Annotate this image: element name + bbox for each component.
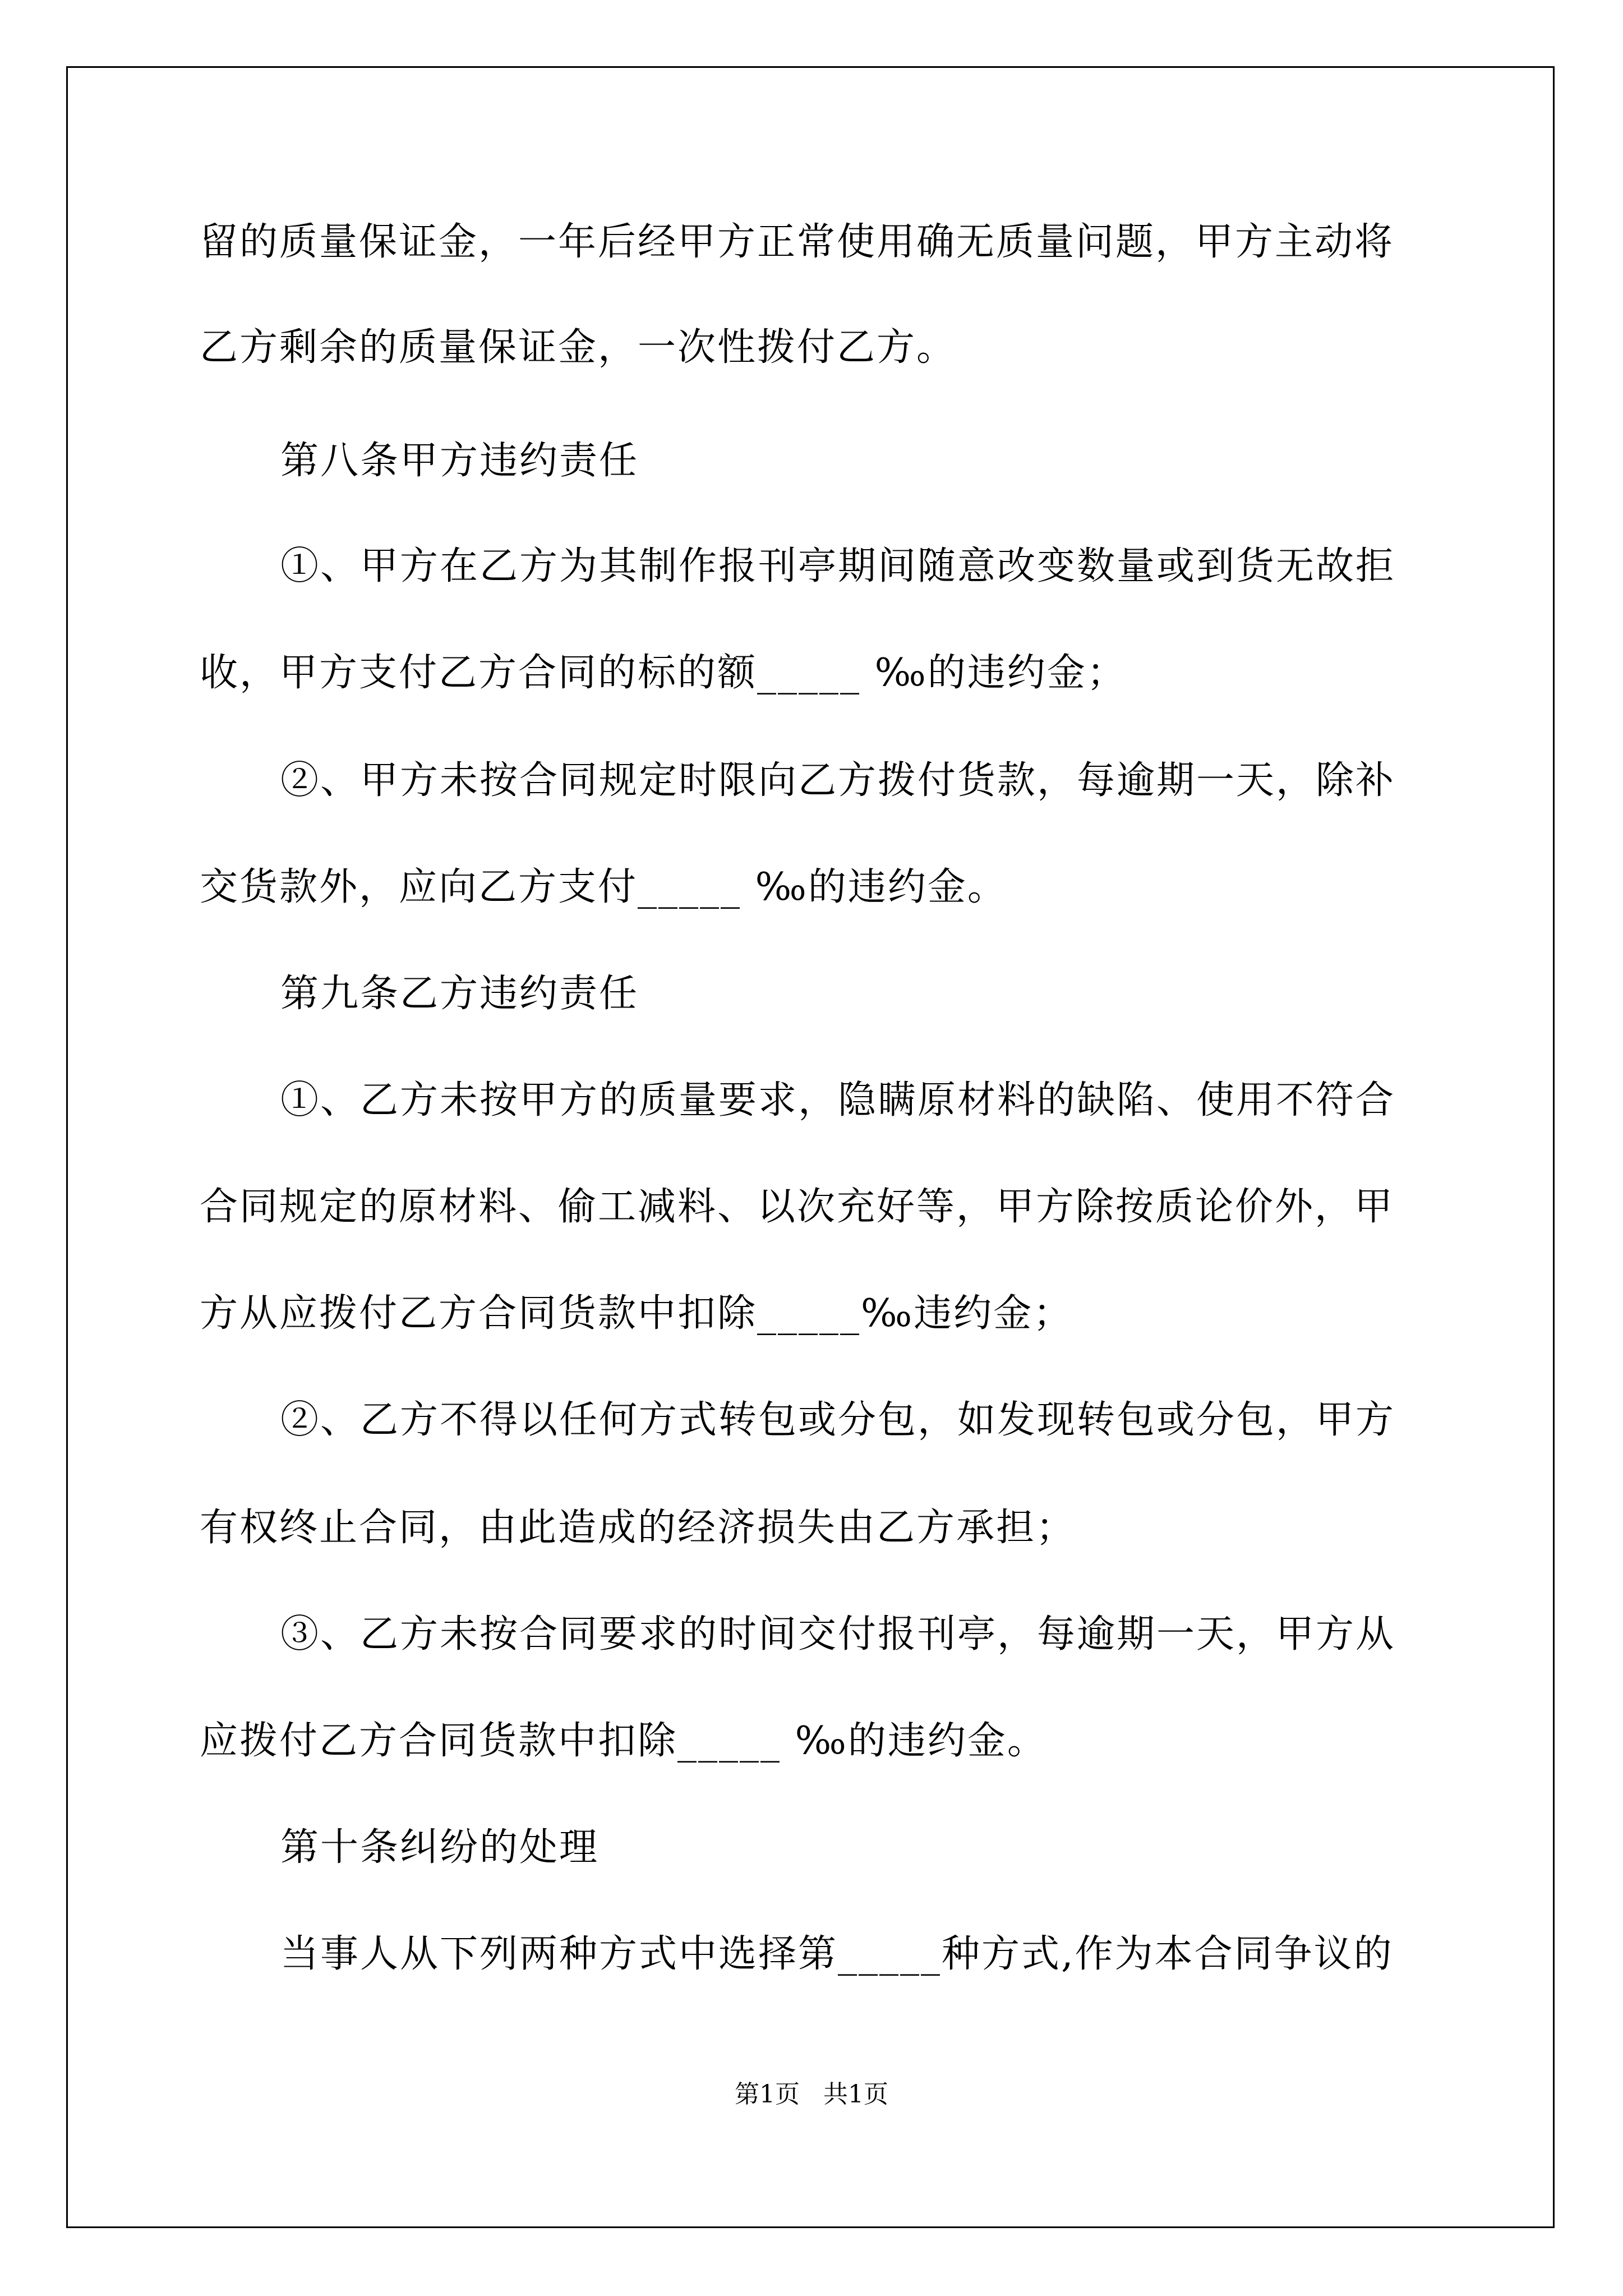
text-line: ②、乙方不得以任何方式转包或分包，如发现转包或分包，甲方 — [280, 1398, 1396, 1442]
text-line: 收，甲方支付乙方合同的标的额_____ ‰的违约金； — [200, 651, 1127, 695]
text-line: 合同规定的原材料、偷工减料、以次充好等，甲方除按质论价外，甲 — [200, 1185, 1395, 1229]
text-line: 方从应拨付乙方合同货款中扣除_____‰违约金； — [200, 1291, 1073, 1336]
text-line: ②、甲方未按合同规定时限向乙方拨付货款，每逾期一天，除补 — [280, 758, 1396, 803]
text-line: 应拨付乙方合同货款中扣除_____ ‰的违约金。 — [200, 1719, 1047, 1763]
text-line: ③、乙方未按合同要求的时间交付报刊亭，每逾期一天，甲方从 — [280, 1612, 1396, 1657]
text-line: 当事人从下列两种方式中选择第_____种方式,作为本合同争议的 — [280, 1932, 1394, 1976]
text-line: 交货款外，应向乙方支付_____ ‰的违约金。 — [200, 865, 1007, 909]
text-line: ①、甲方在乙方为其制作报刊亭期间随意改变数量或到货无故拒 — [280, 544, 1396, 588]
text-line: ①、乙方未按甲方的质量要求，隐瞒原材料的缺陷、使用不符合 — [280, 1078, 1396, 1122]
text-line: 留的质量保证金，一年后经甲方正常使用确无质量问题，甲方主动将 — [200, 220, 1395, 264]
text-line: 乙方剩余的质量保证金，一次性拨付乙方。 — [200, 325, 957, 370]
section-heading: 第九条乙方违约责任 — [280, 972, 639, 1016]
page-number: 第1页 共1页 — [735, 2080, 888, 2109]
section-heading: 第八条甲方违约责任 — [280, 439, 639, 483]
page-border — [66, 66, 1555, 2228]
text-line: 有权终止合同，由此造成的经济损失由乙方承担； — [200, 1506, 1076, 1550]
section-heading: 第十条纠纷的处理 — [280, 1825, 600, 1870]
